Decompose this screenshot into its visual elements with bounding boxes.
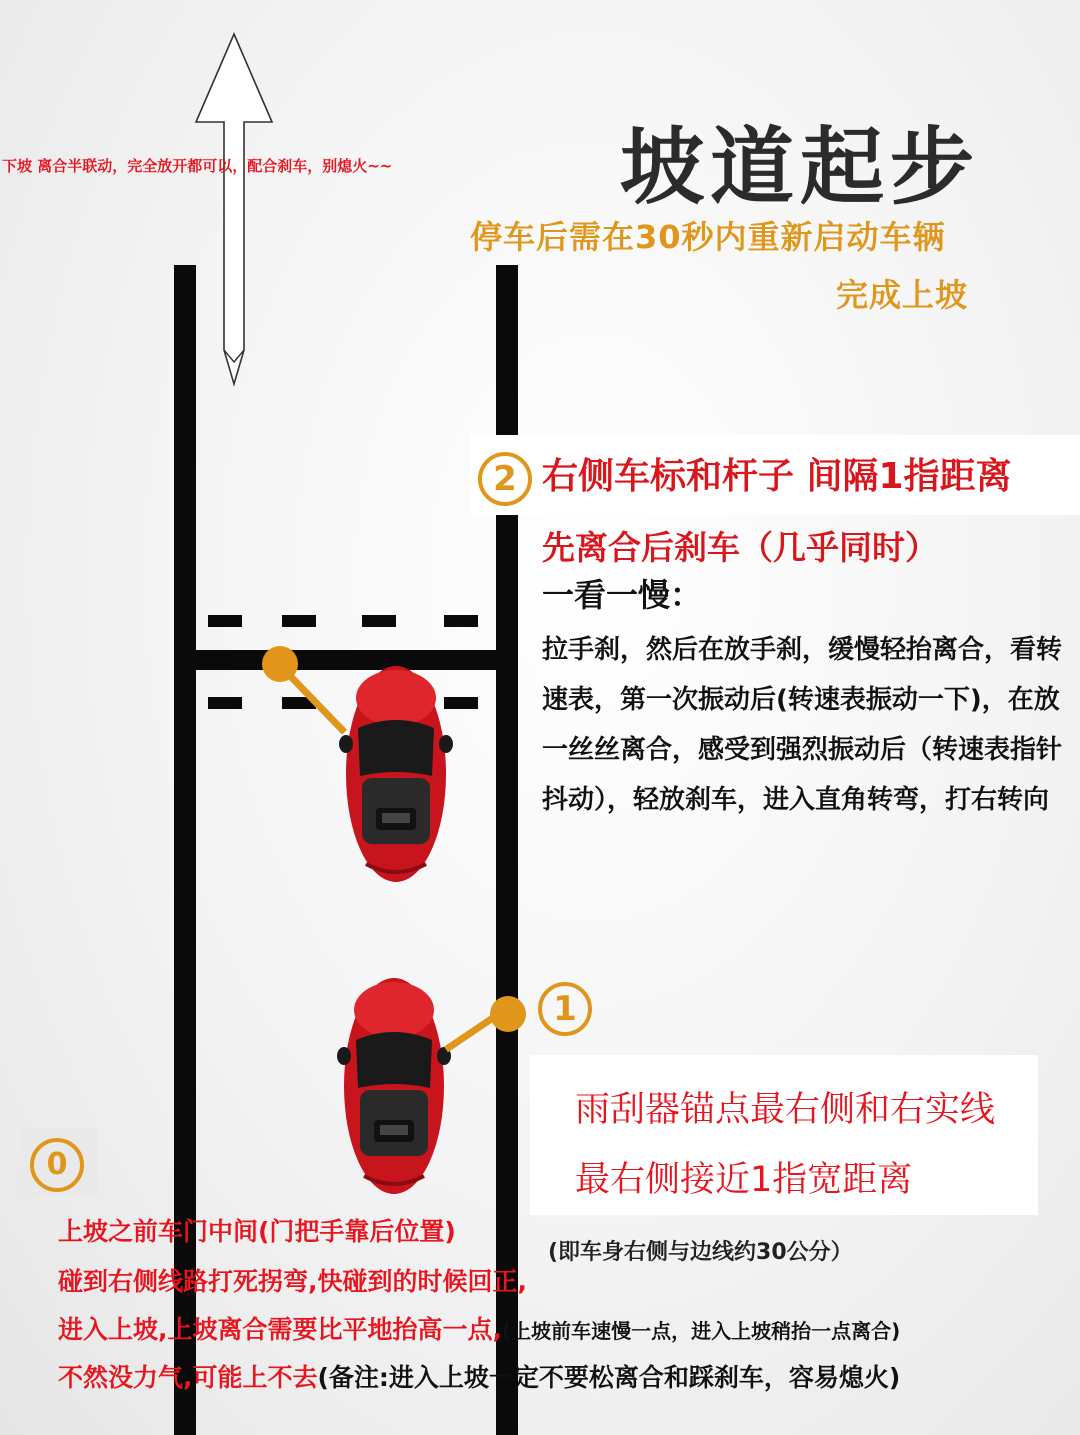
page-title: 坡道起步 <box>620 118 981 216</box>
red-car-icon <box>334 970 454 1196</box>
red-car-icon <box>336 658 456 884</box>
step0-line4-main: 不然没力气,可能上不去 <box>58 1363 318 1392</box>
step1-line1: 雨刮器锚点最右侧和右实线 <box>575 1090 996 1130</box>
step2-number-badge: 2 <box>478 452 532 506</box>
step0-line3-note: (上坡前车速慢一点，进入上坡稍抬一点离合) <box>502 1319 901 1343</box>
step0-line4-remark: (备注:进入上坡一定不要松离合和踩刹车，容易熄火) <box>317 1363 901 1392</box>
dash-bottom-1 <box>208 697 242 709</box>
step0-line1: 上坡之前车门中间(门把手靠后位置) <box>58 1217 456 1246</box>
dash-top-4 <box>444 615 478 627</box>
step2-look-label: 一看一慢： <box>542 576 703 614</box>
up-arrow-icon <box>192 30 276 390</box>
step0-line3-main: 进入上坡,上坡离合需要比平地抬高一点, <box>58 1315 502 1344</box>
dash-top-3 <box>362 615 396 627</box>
step0-line3 <box>58 1310 900 1346</box>
left-lane-line <box>174 265 196 1435</box>
step1-note: (即车身右侧与边线约30公分） <box>548 1240 853 1265</box>
step1-line2: 最右侧接近1指宽距离 <box>575 1160 913 1200</box>
step2-subtitle: 先离合后刹车（几乎同时） <box>542 528 938 567</box>
dash-top-1 <box>208 615 242 627</box>
subtitle-line1: 停车后需在30秒内重新启动车辆 <box>470 218 946 256</box>
dash-top-2 <box>282 615 316 627</box>
step1-number-badge: 1 <box>538 982 592 1036</box>
step0-line2: 碰到右侧线路打死拐弯,快碰到的时候回正, <box>58 1267 527 1296</box>
step0-number-badge: 0 <box>30 1138 84 1192</box>
downhill-note: 下坡 离合半联动，完全放开都可以，配合刹车，别熄火~~ <box>2 157 393 175</box>
step2-title: 右侧车标和杆子 间隔1指距离 <box>542 456 1012 497</box>
step2-body-text: 拉手刹，然后在放手刹，缓慢轻抬离合，看转速表，第一次振动后(转速表振动一下)，在放一丝丝离合，感受到强烈振动后（转速表指针抖动），轻放刹车，进入直角转弯，打右转向 <box>542 635 1063 815</box>
subtitle-line2: 完成上坡 <box>836 276 969 314</box>
step0-line4 <box>58 1358 900 1394</box>
